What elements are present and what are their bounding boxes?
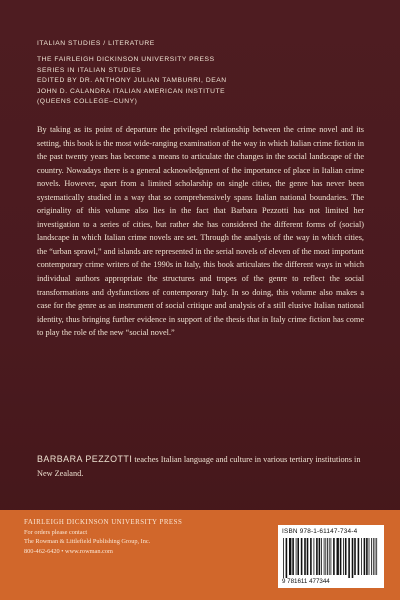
barcode-bar	[369, 538, 370, 575]
barcode-bar	[304, 538, 306, 575]
barcode-bar	[371, 538, 372, 575]
barcode-bars-icon	[282, 538, 380, 578]
publisher-line: For orders please contact	[24, 529, 88, 536]
barcode-bar	[375, 538, 376, 575]
author-bio-text: teaches Italian language and culture in various tertiary institutions in New Zealand.	[37, 455, 361, 478]
barcode-bar	[373, 538, 374, 575]
publisher-info	[24, 518, 244, 556]
barcode-bar	[333, 538, 335, 575]
barcode-bar	[340, 538, 342, 575]
series-line: THE FAIRLEIGH DICKINSON UNIVERSITY PRESS	[37, 56, 215, 64]
author-bio	[37, 453, 364, 480]
series-line: SERIES IN ITALIAN STUDIES	[37, 66, 142, 74]
author-name: BARBARA PEZZOTTI	[37, 454, 133, 464]
barcode-bar	[319, 538, 321, 575]
barcode-bar	[366, 538, 368, 575]
subject-category: ITALIAN STUDIES / LITERATURE	[37, 40, 155, 47]
series-info	[37, 39, 377, 107]
barcode-bar	[321, 538, 322, 575]
series-line: EDITED BY DR. ANTHONY JULIAN TAMBURRI, DEAN	[37, 77, 227, 85]
barcode-bar	[283, 538, 284, 578]
barcode-bar	[286, 538, 288, 578]
barcode-bar	[325, 538, 326, 575]
barcode-bar	[352, 538, 354, 578]
publisher-line: 800-462-6420 • www.rowman.com	[24, 547, 113, 555]
barcode-digits: 9 781611 477344	[282, 578, 330, 585]
barcode-bar	[314, 538, 315, 575]
barcode-bar	[327, 538, 328, 575]
barcode-bar	[361, 538, 362, 575]
barcode-bar	[289, 538, 291, 575]
barcode-bar	[331, 538, 332, 575]
isbn-label: ISBN 978-1-61147-734-4	[282, 528, 358, 535]
barcode-bar	[358, 538, 360, 575]
barcode-bar	[376, 538, 377, 575]
barcode-bar	[343, 538, 344, 575]
barcode-bar	[297, 538, 299, 575]
barcode-bar	[324, 538, 325, 575]
barcode	[278, 525, 384, 588]
barcode-bar	[345, 538, 347, 575]
series-line: JOHN D. CALANDRA ITALIAN AMERICAN INSTITUTE	[37, 87, 226, 95]
barcode-bar	[296, 538, 297, 575]
barcode-bar	[316, 538, 318, 575]
book-description: By taking as its point of departure the privileged relationship between the crime novel and its setting, this book is the most wide-ranging examination of the way in which Italian crime fiction in the past twenty years has become a means to articulate the changes in the social landscape of the country. Nowadays there is a general acknowledgment of the importance of place in Italian crime novels. However, apart from a limited scholarship on single cities, the genre has never been systematically studied in a way that so comprehensively spans Italian national boundaries. The originality of this volume also lies in the fact that Barbara Pezzotti has not limited her investigation to a series of cities, but rather she has considered the different forms of (social) landscape in which Italian crime novels are set. Through the analysis of the way in which cities, the “urban sprawl,” and islands are represented in the serial novels of eleven of the most important contemporary crime writers of the 1990s in Italy, this book articulates the different ways in which individual authors appropriate the structures and tropes of the genre to reflect the social transformations and dysfunctions of contemporary Italy. In so doing, this volume also makes a case for the genre as an instrument of social critique and analysis of a still elusive Italian national identity, thus bringing further evidence in support of the thesis that in Italy crime fiction has come to play the role of the new “social novel.”	[37, 125, 364, 338]
barcode-bar	[364, 538, 366, 575]
barcode-bar	[337, 538, 339, 575]
publisher-line: The Rowman & Littlefield Publishing Group, Inc.	[24, 538, 151, 546]
barcode-bar	[354, 538, 356, 575]
barcode-bar	[292, 538, 294, 575]
barcode-bar	[307, 538, 309, 575]
barcode-bar	[329, 538, 330, 575]
series-line: (QUEENS COLLEGE–CUNY)	[37, 98, 138, 106]
barcode-bar	[348, 538, 350, 578]
barcode-bar	[310, 538, 312, 575]
barcode-bar	[301, 538, 303, 575]
publisher-name: FAIRLEIGH DICKINSON UNIVERSITY PRESS	[24, 519, 183, 526]
